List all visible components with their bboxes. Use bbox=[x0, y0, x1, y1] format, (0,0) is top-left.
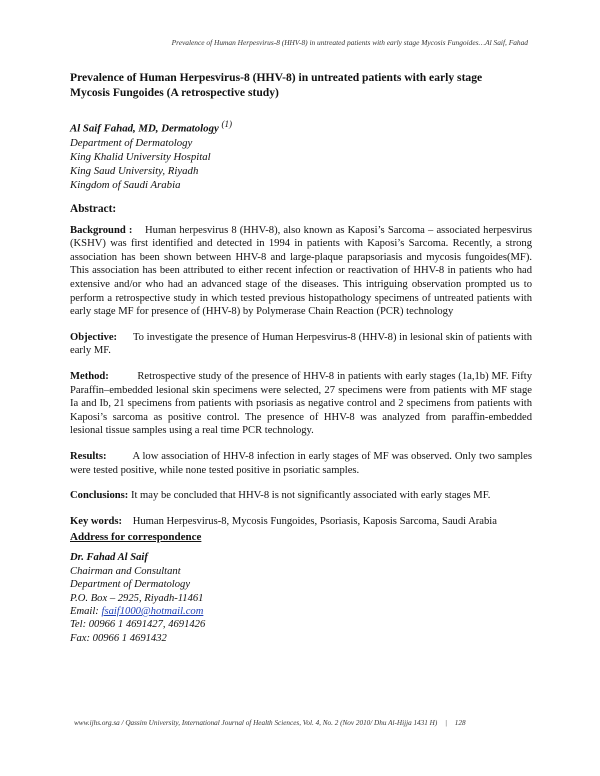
results-paragraph bbox=[70, 450, 532, 477]
method-text: Retrospective study of the presence of HHV-8 in patients with early stages (1a,1b) MF. Fifty Paraffin–embedded lesional skin specimens were selected, 27 specimens were from patients with MF stage Ia and Ib, 21 specimens from patients with psoriasis as negative control and 2 specimens from patients with Kaposi’s sarcoma as positive control. The presence of HHV-8 was analyzed from paraffin-embedded lesional tissue samples using a real time PCR technology. bbox=[70, 370, 533, 437]
correspondence-line: P.O. Box – 2925, Riyadh-11461 bbox=[70, 592, 204, 604]
email-line bbox=[70, 605, 532, 618]
conclusions-text: It may be concluded that HHV-8 is not significantly associated with early stages MF. bbox=[130, 490, 491, 502]
affiliation-line: Department of Dermatology bbox=[70, 136, 193, 149]
conclusions-label: Conclusions: bbox=[70, 490, 129, 502]
footer-separator: | bbox=[445, 719, 447, 727]
objective-text: To investigate the presence of Human Herpesvirus-8 (HHV-8) in lesional skin of patients with early MF. bbox=[70, 331, 532, 357]
results-label: Results: bbox=[70, 450, 107, 462]
running-head: Prevalence of Human Herpesvirus-8 (HHV-8) in untreated patients with early stage Mycosis Fungoides…Al Saif, Fahad bbox=[171, 38, 528, 47]
author-name: Al Saif Fahad, MD, Dermatology bbox=[70, 122, 219, 135]
article-title bbox=[70, 70, 532, 100]
keywords-text: Human Herpesvirus-8, Mycosis Fungoides, Psoriasis, Kaposis Sarcoma, Saudi Arabia bbox=[132, 515, 497, 527]
keywords-paragraph bbox=[70, 515, 532, 529]
author-line bbox=[70, 117, 532, 136]
correspondence-name: Dr. Fahad Al Saif bbox=[70, 552, 148, 564]
affiliation-line: King Khalid University Hospital bbox=[70, 151, 211, 163]
footer-journal: www.ijhs.org.sa / Qassim University, International Journal of Health Sciences, Vol. 4, No. 2 (Nov 2010/ Dhu Al-Hijja 1431 H) bbox=[74, 719, 438, 727]
background-paragraph bbox=[70, 224, 532, 319]
page-number: 128 bbox=[454, 719, 466, 727]
objective-label: Objective: bbox=[70, 331, 118, 343]
author-block bbox=[70, 117, 532, 193]
correspondence-line: Department of Dermatology bbox=[70, 579, 191, 591]
affiliation-line: Kingdom of Saudi Arabia bbox=[70, 179, 181, 192]
method-label: Method: bbox=[70, 370, 109, 382]
tel-line: Tel: 00966 1 4691427, 4691426 bbox=[70, 619, 206, 631]
background-text: Human herpesvirus 8 (HHV-8), also known as Kaposi’s Sarcoma – associated herpesvirus (KSHV) was first identified and detected in 1994 in patients with Kaposi’s Sarcoma. Recently, a strong association has been shown between HHV-8 and large-plaque parapsoriasis and mycosis fungoides(MF). This association has been attributed to either recent infection or reactivation of HHV-8 in patients who had extensive and/or who had an advanced stage of the diseases. This intriguing observation prompted us to perform a retrospective study in which tested previous histopathology specimens of untreated patients with early stage MF for presence of (HHV-8) by Polymerase Chain Reaction (PCR) technology bbox=[70, 224, 532, 318]
correspondence-heading: Address for correspondence bbox=[70, 531, 202, 544]
results-text: A low association of HHV-8 infection in early stages of MF was observed. Only two samples were tested positive, while none tested positive in psoriatic samples. bbox=[70, 450, 532, 476]
email-label: Email: bbox=[70, 605, 99, 617]
title-line-1: Prevalence of Human Herpesvirus-8 (HHV-8) in untreated patients with early stage bbox=[70, 71, 483, 84]
objective-paragraph bbox=[70, 331, 532, 358]
abstract-heading: Abstract: bbox=[70, 202, 117, 215]
conclusions-paragraph bbox=[70, 489, 532, 503]
fax-line: Fax: 00966 1 4691432 bbox=[70, 632, 167, 644]
correspondence-block bbox=[70, 551, 532, 645]
article-body bbox=[70, 70, 532, 645]
correspondence-line: Chairman and Consultant bbox=[70, 565, 181, 577]
affiliation-line: King Saud University, Riyadh bbox=[70, 165, 199, 178]
author-footnote-mark: (1) bbox=[221, 119, 232, 129]
page-footer bbox=[74, 719, 466, 727]
title-line-2: Mycosis Fungoides (A retrospective study) bbox=[70, 86, 279, 99]
method-paragraph bbox=[70, 370, 532, 438]
email-link[interactable]: fsaif1000@hotmail.com bbox=[101, 605, 204, 617]
keywords-label: Key words: bbox=[70, 515, 123, 527]
background-label: Background : bbox=[70, 224, 133, 236]
